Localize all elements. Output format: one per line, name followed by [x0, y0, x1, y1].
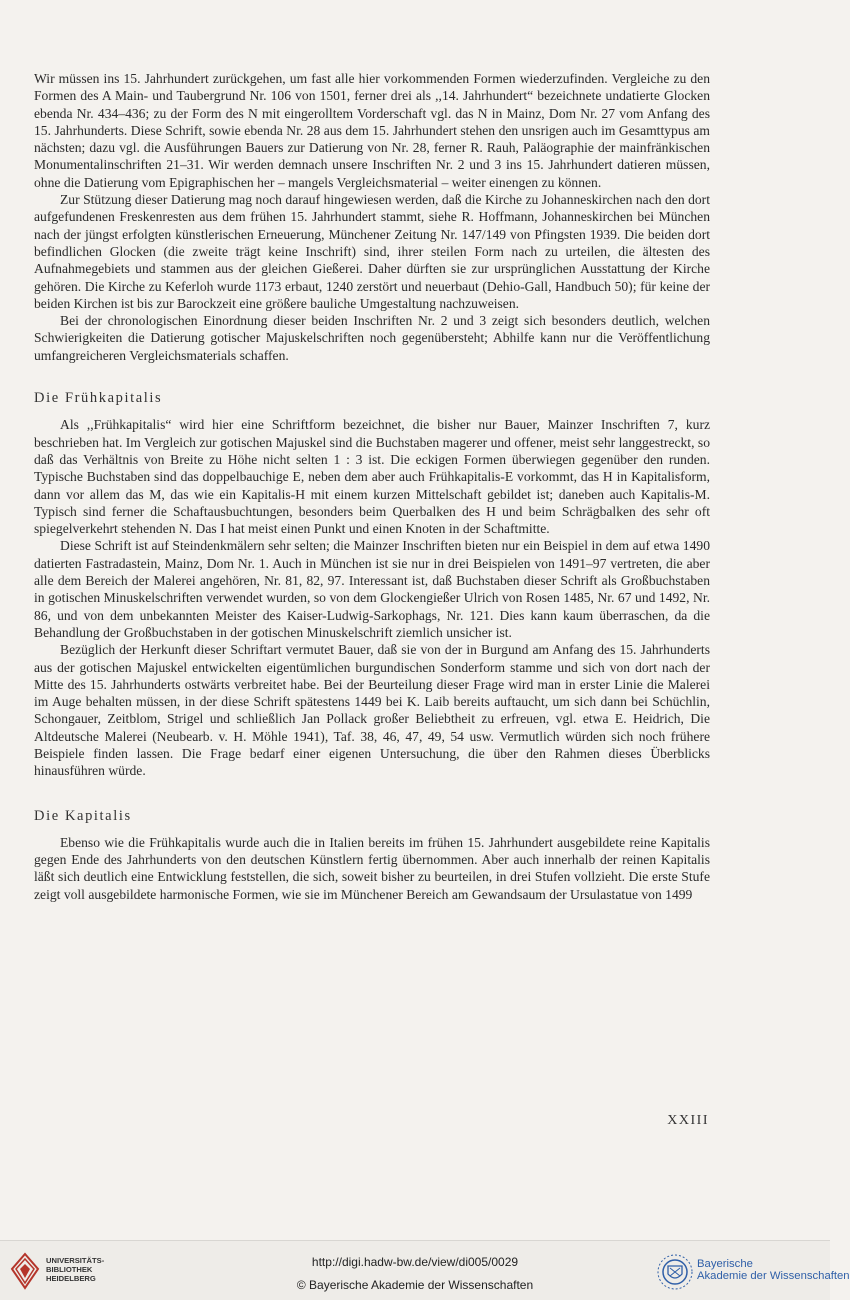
footer-bar [0, 1240, 850, 1300]
ub-logo-line: HEIDELBERG [46, 1274, 96, 1283]
badw-emblem-icon [655, 1252, 695, 1292]
ub-logo-line: BIBLIOTHEK [46, 1265, 93, 1274]
badw-logo-line: Akademie der Wissenschaften [697, 1270, 850, 1282]
ub-logo-line: UNIVERSITÄTS- [46, 1256, 105, 1265]
paragraph: Bei der chronologischen Einordnung dieser beiden Inschriften Nr. 2 und 3 zeigt sich besonders deutlich, welchen Schwierigkeiten die Datierung gotischer Majuskelschriften noch gegenübersteht; Abhilfe kann nur die Veröffentlichung umfangreicheren Vergleichsmaterials schaffen. [34, 313, 710, 363]
paragraph: Zur Stützung dieser Datierung mag noch darauf hingewiesen werden, daß die Kirche zu Johanneskirchen nach den dort aufgefundenen Freskenresten aus dem frühen 15. Jahrhundert stammt, siehe R. Hoffmann, Johanneskirchen bei München nach der jüngst erfolgten künstlerischen Erneuerung, Münchener Zeitung Nr. 147/149 von Pfingsten 1939. Die beiden dort befindlichen Glocken (die zweite trägt keine Inschrift) sind, ihrer steilen Form nach zu urteilen, die ältesten des Aufnahmegebiets und stammen aus der gleichen Gießerei. Daher dürften sie zur ursprünglichen Ausstattung der Kirche gehören. Die Kirche zu Keferloh wurde 1173 erbaut, 1240 zerstört und neuerbaut (Dehio-Gall, Handbuch 50); für keine der beiden Kirchen ist bis zur Barockzeit eine größere bauliche Umgestaltung nachzuweisen. [34, 192, 710, 311]
paragraph: Ebenso wie die Frühkapitalis wurde auch die in Italien bereits im frühen 15. Jahrhundert ausgebildete reine Kapitalis gegen Ende des Jahrhunderts von den deutschen Künstlern fertig übernommen. Aber auch innerhalb der reinen Kapitalis läßt sich deutlich eine Entwicklung feststellen, die sich, soweit bisher zu beurteilen, in drei Stufen vollzieht. Die erste Stufe zeigt voll ausgebildete harmonische Formen, wie sie im Münchener Bereich am Gewandsaum der Ursulastatue von 1499 [34, 834, 710, 902]
paragraph: Als ,,Frühkapitalis“ wird hier eine Schriftform bezeichnet, die bisher nur Bauer, Mainzer Inschriften 7, kurz beschrieben hat. Im Vergleich zur gotischen Majuskel sind die Buchstaben magerer und offener, meist sehr langgestreckt, so daß das Verhältnis von Breite zu Höhe nicht selten 1 : 3 ist. Die eckigen Formen überwiegen gegenüber den runden. Typische Buchstaben sind das doppelbauchige E, neben dem aber auch Frühkapitalis-E vorkommt, das H in Kapitalisform, dann vor allem das M, das wie ein Kapitalis-H mit einem kurzen Mittelschaft gebildet ist; daneben auch Kapitalis-M. Typisch sind ferner die Schaftausbuchtungen, besonders beim Querbalken des H und beim Schrägbalken des sehr oft spiegelverkehrt stehenden N. Das I hat meist einen Punkt und einen Knoten in der Schaftmitte. [34, 417, 710, 537]
badw-logo-line: Bayerische [697, 1258, 753, 1270]
badw-logo[interactable] [655, 1250, 850, 1294]
section-heading-fruehkapitalis: Die Frühkapitalis [34, 390, 163, 407]
paragraph: Bezüglich der Herkunft dieser Schriftart vermutet Bauer, daß sie von der in Burgund am Anfang des 15. Jahrhunderts aus der gotischen Majuskel entwickelten eigentümlichen burgundischen Sonderform stamme und sich von dort nach der Mitte des 15. Jahrhunderts ostwärts verbreitet habe. Bei der Beurteilung dieser Frage wird man in erster Linie die Malerei im Auge behalten müssen, in der diese Schrift spätestens 1449 bei K. Laib bereits auftaucht, um sich dann bei Schüchlin, Schongauer, Zeitblom, Strigel und schließlich Jan Pollack großer Beliebtheit zu erfreuen, vgl. etwa E. Heidrich, Die Altdeutsche Malerei (Neubearb. v. H. Möhle 1941), Taf. 38, 46, 47, 49, 54 usw. Vermutlich würden sich noch frühere Beispiele finden lassen. Die Frage bedarf einer eigenen Untersuchung, die über den Rahmen dieses Überblicks hinausführen würde. [34, 642, 710, 779]
paragraph: Wir müssen ins 15. Jahrhundert zurückgehen, um fast alle hier vorkommenden Formen wiederzufinden. Vergleiche zu den Formen des A Main- und Taubergrund Nr. 106 von 1501, ferner drei als ,,14. Jahrhundert“ bezeichnete undatierte Glocken ebenda Nr. 434–436; zu der Form des N mit eingerolltem Vorderschaft vgl. das N in Mainz, Dom Nr. 27 vom Anfang des 15. Jahrhunderts. Diese Schrift, sowie ebenda Nr. 28 aus dem 15. Jahrhundert stehen den unsrigen auch im Gesamttypus am nächsten; dazu vgl. die Ausführungen Bauers zur Datierung von Nr. 28, ferner R. Rauh, Paläographie der mainfränkischen Monumentalinschriften 21–31. Wir werden demnach unsere Inschriften Nr. 2 und 3 ins 15. Jahrhundert datieren müssen, ohne die Datierung vom Epigraphischen her – mangels Vergleichsmaterial – weiter einengen zu können. [34, 71, 710, 190]
paragraph: Diese Schrift ist auf Steindenkmälern sehr selten; die Mainzer Inschriften bieten nur ein Beispiel in dem auf etwa 1490 datierten Fastradastein, Mainz, Dom Nr. 1. Auch in München ist sie nur in drei Beispielen von 1491–97 vertreten, die aber alle dem Bereich der Malerei angehören, Nr. 81, 82, 97. Interessant ist, daß Buchstaben dieser Schrift als Großbuchstaben in gotischen Minuskelschriften verwendet wurden, so von dem Glockengießer Ulrich von Rosen 1485, Nr. 67 und 1492, Nr. 86, und von dem unbekannten Meister des Kaiser-Ludwig-Sarkophags, Nr. 121. Dies kann kaum überraschen, da die Behandlung der Großbuchstaben in der gotischen Minuskelschrift ziemlich unsicher ist. [34, 538, 710, 640]
permalink-url[interactable]: http://digi.hadw-bw.de/view/di005/0029 [311, 1255, 519, 1269]
page-body [34, 70, 710, 903]
badw-logo-text [697, 1258, 850, 1282]
section-heading-kapitalis: Die Kapitalis [34, 807, 132, 824]
copyright-notice: © Bayerische Akademie der Wissenschaften [296, 1278, 534, 1292]
page-number: XXIII [667, 1113, 709, 1128]
